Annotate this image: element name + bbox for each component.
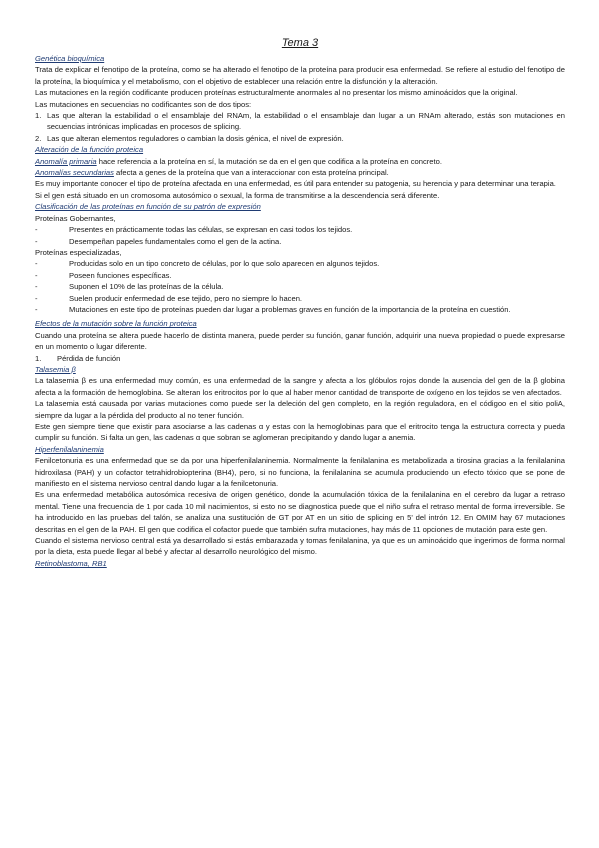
section-heading-alteracion: Alteración de la función proteica (35, 145, 144, 155)
subheading-talasemia: Talasemia β (35, 364, 76, 374)
list-item: - Poseen funciones específicas. (35, 270, 172, 280)
subheading-retinoblastoma: Retinoblastoma, RB1 (35, 558, 107, 568)
bullet-list-gobernantes (35, 224, 565, 247)
item-text: Pérdida de función (57, 353, 121, 363)
term-definition: hace referencia a la proteína en sí, la mutación se da en el gen que codifica a la proteína en concreto. (96, 156, 442, 166)
term-anomalia-primaria: Anomalía primaria (35, 156, 97, 166)
bullet-list-especializadas (35, 258, 565, 315)
section-heading-efectos: Efectos de la mutación sobre la función proteica (35, 319, 197, 329)
numbered-item (35, 133, 565, 144)
section-heading-genetica: Genética bioquímica (35, 54, 105, 63)
document-page (35, 37, 565, 569)
item-text: Las que alteran la estabilidad o el ensamblaje del RNAm, la estabilidad o el ensamblaje dan lugar a un RNAm alterado, estás son mutaciones en secuencias intrónicas implicadas en procesos de splicing. (47, 111, 565, 132)
document-title: Tema 3 (281, 37, 319, 49)
paragraph: Cuando una proteína se altera puede hacerlo de distinta manera, puede perder su función, ganar función, adquirir una nueva propiedad o puede expresarse en un momento o lugar diferente. (35, 330, 565, 352)
numbered-item (35, 110, 565, 133)
term-anomalias-secundarias: Anomalías secundarias (35, 168, 114, 178)
paragraph: Fenilcetonuria es una enfermedad que se da por una hiperfenilalaninemia. Normalmente la fenilalanina es metabolizada a tirosina gracias a la fenilalanina hidroxilasa (PAH) y un cofactor tetrahidrobiopterina (BH4), pero, si no funciona, la fenilalanina se acumula produciendo un efecto tóxico que se pone de manifiesto en el sistema nervioso central dando lugar a la fenilcetonuria. (35, 456, 565, 489)
list-item: - Suelen producir enfermedad de ese tejido, pero no siempre lo hacen. (35, 293, 303, 303)
section-heading-clasificacion: Clasificación de las proteínas en función de su patrón de expresión (35, 202, 261, 212)
paragraph: Es una enfermedad metabólica autosómica recesiva de origen genético, donde la acumulación tóxica de la fenilalanina en el cerebro da lugar a retraso mental. Tiene una frecuencia de 1 por cada 10 mil nacimientos, si esto no se diagnostica puede que el niño sufra el retraso mental de forma irreversible. Se ha introducido en las pruebas del talón, se analiza una sustitución de GT por AT en un sitio de splicing en 5' del intrón 12. En OMIM hay 67 mutaciones descritas en el gen de la PAH. El gen que codifica el cofactor puede que también sufra mutaciones, hay más de 11 opciones de mutación para este gen. (35, 490, 565, 534)
paragraph (35, 156, 565, 167)
item-number: 1. (35, 353, 42, 363)
term-definition: afecta a genes de la proteína que van a interaccionar con esta proteína principal. (113, 168, 389, 178)
paragraph: La talasemia está causada por varias mutaciones como puede ser la deleción del gen completo, en la región reguladora, en el códigoo en el sitio poliA, siempre da lugar a la pérdida del producto al no tener función. (35, 399, 565, 420)
list-item: - Producidas solo en un tipo concreto de células, por lo que solo aparecen en algunos tejidos. (35, 259, 380, 269)
paragraph: Las mutaciones en la región codificante producen proteínas estructuralmente anormales al no presentar los mismo aminoácidos que la original. (35, 88, 518, 98)
item-number: 2. (35, 133, 42, 143)
paragraph: Las mutaciones en secuencias no codificantes son de dos tipos: (35, 99, 252, 109)
paragraph: La talasemia β es una enfermedad muy común, es una enfermedad de la sangre y afecta a los glóbulos rojos donde la ausencia del gen de la β globina afecta a la formación de hemoglobina. Se alteran los eritrocitos por lo que al haber menor cantidad de transporte de oxígeno en los tejidos se ven afectados. (35, 376, 565, 397)
paragraph: Es muy importante conocer el tipo de proteína afectada en una enfermedad, es útil para entender su patogenia, su herencia y para determinar una terapia. (35, 179, 556, 189)
list-title: Proteínas especializadas, (35, 247, 122, 257)
list-item: - Desempeñan papeles fundamentales como el gen de la actina. (35, 236, 282, 246)
paragraph: Trata de explicar el fenotipo de la proteína, como se ha alterado el fenotipo de la proteína para producir esa enfermedad. Se refiere al estudio del fenotipo de la proteína, la bioquímica y el metabolismo, con el objetivo de establecer una relación entre la disfunción y la alteración. (35, 65, 565, 86)
list-item: - Suponen el 10% de las proteínas de la célula. (35, 282, 224, 292)
paragraph: Si el gen está situado en un cromosoma autosómico o sexual, la forma de transmitirse a la descendencia será diferente. (35, 190, 440, 200)
list-item: - Mutaciones en este tipo de proteínas pueden dar lugar a problemas graves en función de la importancia de la proteína en cuestión. (35, 304, 511, 314)
list-title: Proteínas Gobernantes, (35, 213, 116, 223)
item-text: Las que alteran elementos reguladores o cambian la dosis génica, el nivel de expresión. (47, 133, 344, 143)
list-item: - Presentes en prácticamente todas las células, se expresan en casi todos los tejidos. (35, 225, 353, 235)
paragraph: Este gen siempre tiene que existir para asociarse a las cadenas α y estas con la hemoglobinas para que el eritrocito tenga la estructura correcta y pueda cumplir su función. Si falta un gen, las cadenas α que sobran se aglomeran precipitando y dando lugar a anemia. (35, 422, 565, 443)
item-number: 1. (35, 111, 42, 121)
numbered-subheading (35, 353, 565, 364)
paragraph: Cuando el sistema nervioso central está ya desarrollado si estás embarazada y tomas fenilalanina, ya que es un aminoácido que ingerimos de forma normal por la dieta, esta puede llegar al bebé y afectar al desarrollo neurológico del mismo. (35, 536, 565, 557)
paragraph (35, 167, 565, 178)
subheading-hiperfenilalaninemia: Hiperfenilalaninemia (35, 444, 104, 454)
